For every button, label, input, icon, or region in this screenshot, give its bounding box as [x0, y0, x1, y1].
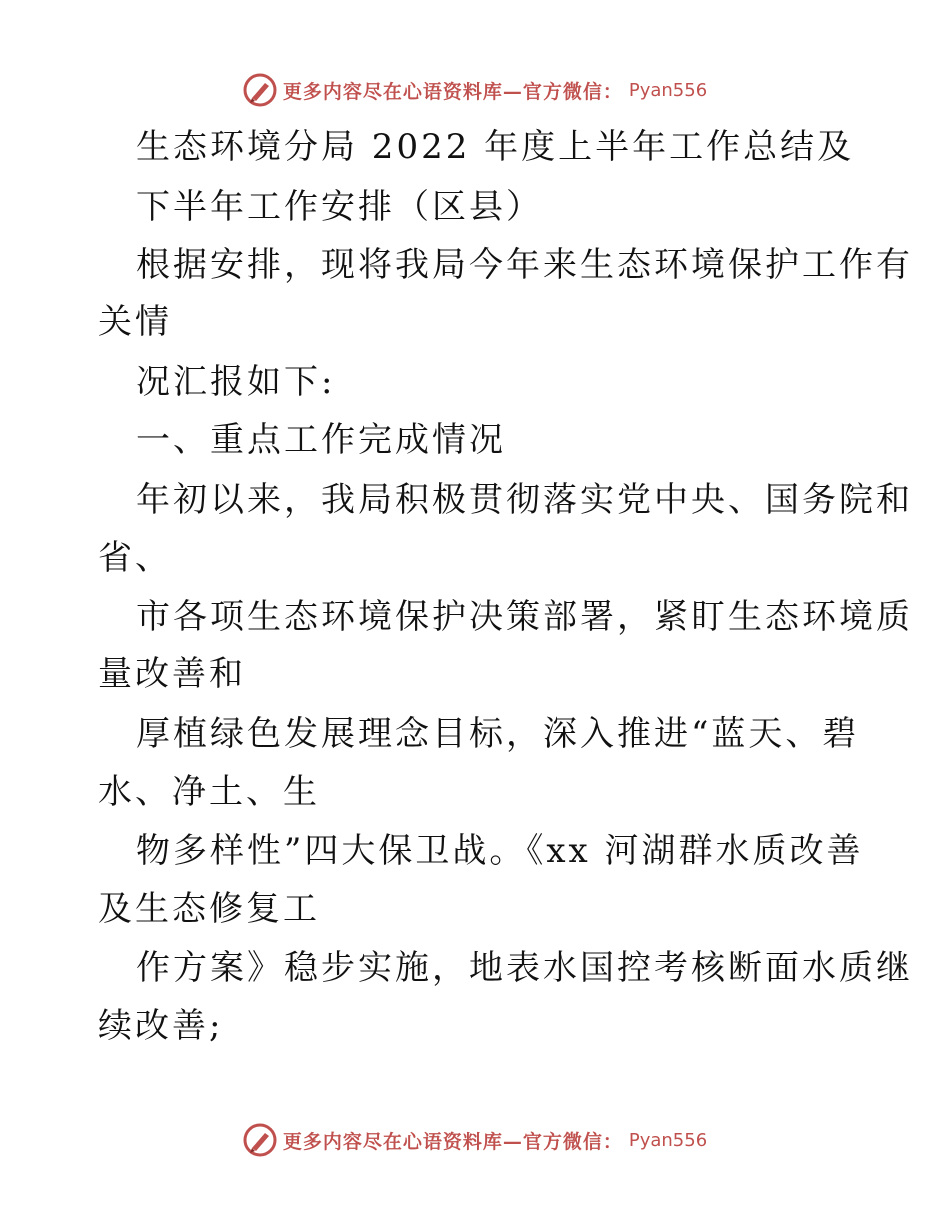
body-line: 物多样性”四大保卫战。《xx 河湖群水质改善 — [136, 831, 864, 871]
body-line: 续改善; — [98, 1006, 224, 1046]
body-line: 及生态修复工 — [98, 889, 320, 929]
footer-watermark — [0, 1120, 950, 1160]
body-line: 厚植绿色发展理念目标，深入推进“蓝天、碧 — [136, 714, 860, 754]
body-line: 市各项生态环境保护决策部署，紧盯生态环境质 — [136, 597, 913, 637]
body-line: 年初以来，我局积极贯彻落实党中央、国务院和 — [136, 480, 913, 520]
section-heading: 一、重点工作完成情况 — [136, 420, 506, 460]
doc-title-line-1: 生态环境分局 2022 年度上半年工作总结及 — [136, 127, 855, 167]
watermark-contact: Pyan556 — [628, 1129, 708, 1151]
doc-title-line-2: 下半年工作安排（区县） — [136, 187, 543, 227]
body-line: 况汇报如下: — [136, 362, 336, 402]
watermark-text: 更多内容尽在心语资料库—官方微信： — [282, 80, 623, 103]
pen-logo-icon — [243, 73, 277, 107]
watermark-text: 更多内容尽在心语资料库—官方微信： — [282, 1130, 623, 1153]
body-line: 水、净土、生 — [98, 772, 320, 812]
body-line: 省、 — [98, 538, 172, 578]
pen-logo-icon — [243, 1123, 277, 1157]
body-line: 量改善和 — [98, 654, 246, 694]
header-watermark — [0, 70, 950, 110]
body-line: 作方案》稳步实施，地表水国控考核断面水质继 — [136, 948, 913, 988]
body-line: 关情 — [98, 302, 172, 342]
body-line: 根据安排，现将我局今年来生态环境保护工作有 — [136, 245, 913, 285]
watermark-contact: Pyan556 — [628, 79, 708, 101]
